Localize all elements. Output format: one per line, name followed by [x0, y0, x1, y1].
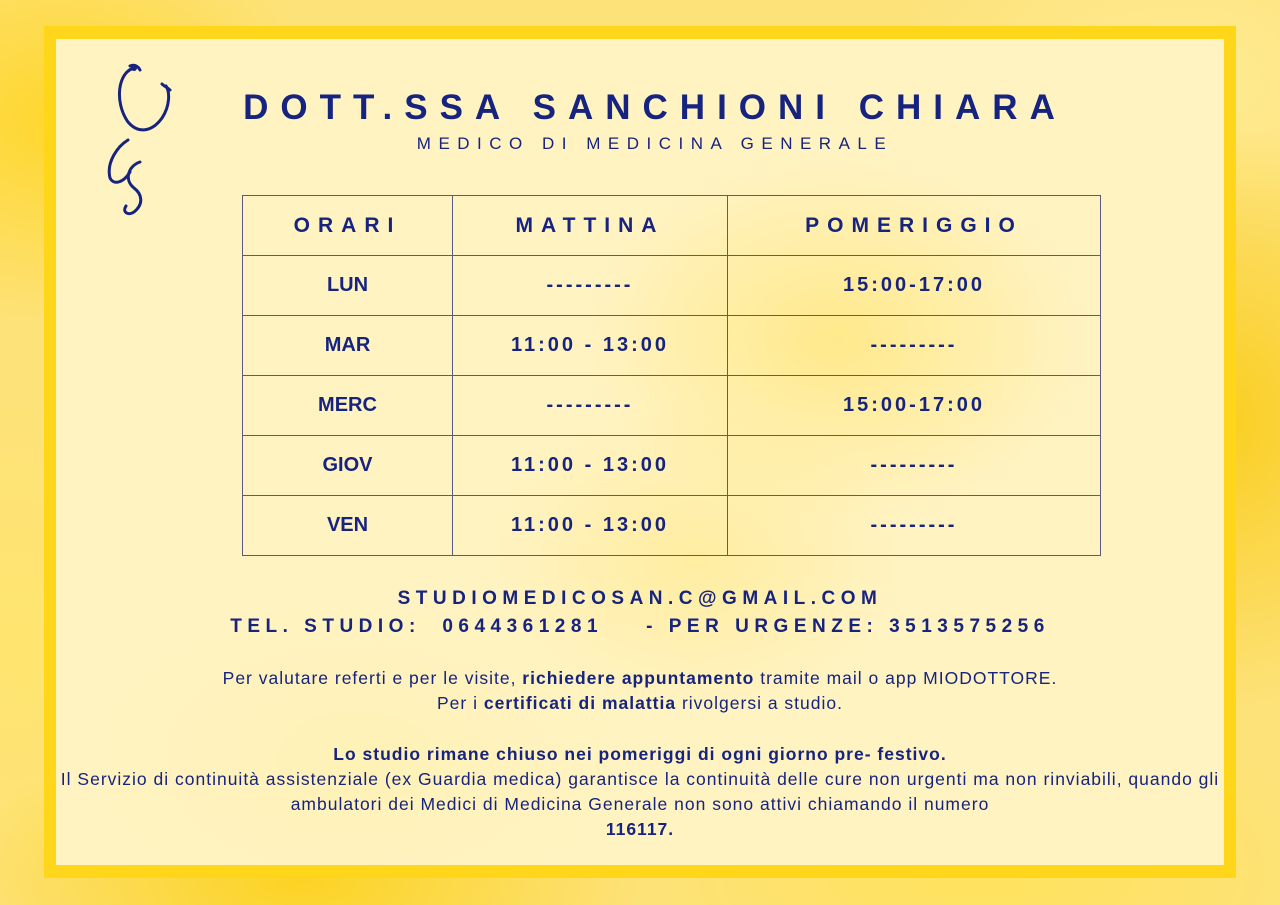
closed-notice: Lo studio rimane chiuso nei pomeriggi di ogni giorno pre- festivo.: [333, 744, 947, 764]
table-header-row: [243, 196, 1101, 256]
email-address[interactable]: STUDIOMEDICOSAN.C@GMAIL.COM: [397, 588, 883, 609]
day-cell: VEN: [243, 496, 453, 556]
afternoon-cell: 15:00-17:00: [728, 376, 1101, 436]
header-orari: ORARI: [243, 196, 453, 256]
phone-label: TEL. STUDIO:: [230, 616, 421, 637]
appointment-notes: [60, 666, 1220, 716]
table-row: [243, 256, 1101, 316]
day-cell: LUN: [243, 256, 453, 316]
service-notice: Il Servizio di continuità assistenziale (ex Guardia medica) garantisce la continuità delle cure non urgenti ma non rinviabili, quando gli ambulatori dei Medici di Medicina Generale non sono attivi chiamando il numero: [60, 769, 1220, 814]
note-text: tramite mail o app MIODOTTORE.: [754, 668, 1058, 688]
note-text: Per i: [437, 693, 484, 713]
table-row: [243, 436, 1101, 496]
table-row: [243, 376, 1101, 436]
urgent-label: - PER URGENZE:: [646, 616, 879, 637]
closure-notes: [60, 742, 1220, 842]
header-mattina: MATTINA: [453, 196, 728, 256]
service-number: 116117.: [605, 819, 675, 839]
note-emphasis: richiedere appuntamento: [522, 668, 755, 688]
afternoon-cell: ---------: [728, 436, 1101, 496]
afternoon-cell: ---------: [728, 316, 1101, 376]
afternoon-cell: 15:00-17:00: [728, 256, 1101, 316]
office-hours-table: [242, 195, 1101, 556]
urgent-number[interactable]: 3513575256: [889, 616, 1050, 637]
phone-number[interactable]: 0644361281: [442, 616, 604, 637]
phone-line: [56, 616, 1224, 638]
note-text: rivolgersi a studio.: [676, 693, 843, 713]
note-text: Per valutare referti e per le visite,: [222, 668, 523, 688]
morning-cell: 11:00 - 13:00: [453, 316, 728, 376]
doctor-role: MEDICO DI MEDICINA GENERALE: [416, 134, 894, 153]
morning-cell: 11:00 - 13:00: [453, 496, 728, 556]
day-cell: GIOV: [243, 436, 453, 496]
table-row: [243, 496, 1101, 556]
morning-cell: ---------: [453, 256, 728, 316]
afternoon-cell: ---------: [728, 496, 1101, 556]
morning-cell: 11:00 - 13:00: [453, 436, 728, 496]
table-row: [243, 316, 1101, 376]
day-cell: MAR: [243, 316, 453, 376]
morning-cell: ---------: [453, 376, 728, 436]
header-pomeriggio: POMERIGGIO: [728, 196, 1101, 256]
day-cell: MERC: [243, 376, 453, 436]
doctor-name: DOTT.SSA SANCHIONI CHIARA: [243, 88, 1067, 127]
note-emphasis: certificati di malattia: [483, 693, 677, 713]
